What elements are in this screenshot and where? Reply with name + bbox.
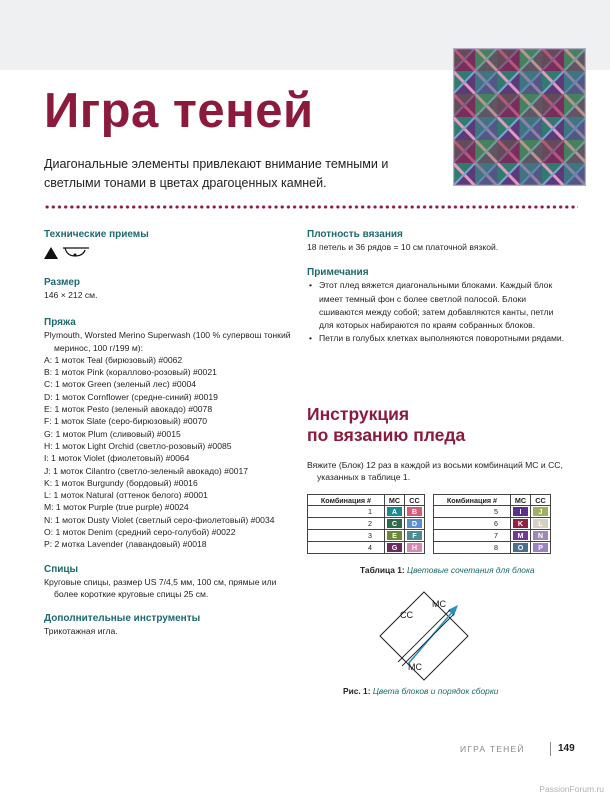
cc-swatch-letter: H bbox=[407, 543, 422, 552]
combination-number: 6 bbox=[434, 518, 511, 530]
page-title: Игра теней bbox=[44, 84, 314, 138]
table-row bbox=[434, 518, 551, 530]
right-column bbox=[307, 228, 569, 345]
footer-divider bbox=[550, 742, 551, 756]
mc-swatch-letter: C bbox=[387, 519, 402, 528]
mc-swatch bbox=[511, 506, 531, 518]
yarn-item: C: 1 моток Green (зеленый лес) #0004 bbox=[44, 379, 197, 390]
page-number: 149 bbox=[558, 743, 575, 754]
size-value: 146 × 212 см. bbox=[44, 290, 98, 300]
mc-swatch bbox=[385, 518, 405, 530]
triangle-icon bbox=[44, 247, 58, 259]
cc-swatch-letter: B bbox=[407, 507, 422, 516]
mc-swatch-letter: A bbox=[387, 507, 402, 516]
instructions-heading-line: Инструкция bbox=[307, 404, 410, 424]
table-row bbox=[434, 542, 551, 554]
yarn-item: A: 1 моток Teal (бирюзовый) #0062 bbox=[44, 354, 183, 365]
note-item: • Петли в голубых клетках выполняются поворотными рядами. bbox=[307, 332, 569, 345]
mc-swatch bbox=[385, 506, 405, 518]
cc-swatch-letter: N bbox=[533, 531, 548, 540]
table-row bbox=[308, 530, 425, 542]
tools-heading: Дополнительные инструменты bbox=[44, 613, 201, 625]
mc-swatch-letter: K bbox=[513, 519, 528, 528]
block-diagram bbox=[378, 590, 470, 682]
yarn-item: P: 2 мотка Lavender (лавандовый) #0018 bbox=[44, 539, 207, 550]
table-row bbox=[308, 542, 425, 554]
table-header-row bbox=[308, 495, 425, 506]
cc-swatch bbox=[531, 530, 551, 542]
cc-swatch bbox=[405, 506, 425, 518]
table-header: МС bbox=[385, 495, 405, 506]
yarn-item: N: 1 моток Dusty Violet (светлый серо-фиолетовый) #0034 bbox=[44, 514, 275, 525]
footer-section: ИГРА ТЕНЕЙ bbox=[460, 744, 525, 754]
table-header: Комбинация # bbox=[308, 495, 385, 506]
cc-swatch bbox=[531, 518, 551, 530]
technique-icons bbox=[44, 244, 294, 262]
needle-icon bbox=[61, 244, 91, 260]
yarn-item: K: 1 моток Burgundy (бордовый) #0016 bbox=[44, 477, 198, 488]
yarn-item: F: 1 моток Slate (серо-бирюзовый) #0070 bbox=[44, 416, 208, 427]
yarn-item: H: 1 моток Light Orchid (светло-розовый) #0085 bbox=[44, 440, 232, 451]
table-header: МС bbox=[511, 495, 531, 506]
table-caption-label: Таблица 1: bbox=[360, 565, 405, 575]
table-row bbox=[434, 530, 551, 542]
table-header: Комбинация # bbox=[434, 495, 511, 506]
mc-swatch-letter: M bbox=[513, 531, 528, 540]
mc-swatch-letter: E bbox=[387, 531, 402, 540]
mc-swatch bbox=[511, 542, 531, 554]
left-column bbox=[44, 228, 294, 638]
tools-value: Трикотажная игла. bbox=[44, 626, 118, 637]
watermark: PassionForum.ru bbox=[539, 784, 604, 794]
cc-swatch bbox=[531, 506, 551, 518]
combination-number: 8 bbox=[434, 542, 511, 554]
yarn-item: E: 1 моток Pesto (зеленый авокадо) #0078 bbox=[44, 404, 213, 415]
gauge-heading: Плотность вязания bbox=[307, 229, 403, 240]
cc-label: CC bbox=[400, 610, 413, 620]
combination-number: 1 bbox=[308, 506, 385, 518]
mc-swatch bbox=[385, 542, 405, 554]
cc-swatch-letter: J bbox=[533, 507, 548, 516]
cc-swatch bbox=[531, 542, 551, 554]
notes-heading: Примечания bbox=[307, 267, 369, 279]
mc-swatch bbox=[511, 530, 531, 542]
figure-caption bbox=[343, 686, 498, 696]
combination-number: 5 bbox=[434, 506, 511, 518]
mc-swatch-letter: O bbox=[513, 543, 528, 552]
mc-swatch-letter: G bbox=[387, 543, 402, 552]
needles-value: Круговые спицы, размер US 7/4,5 мм, 100 см, прямые или более короткие круговые спицы 25 см. bbox=[44, 576, 277, 599]
yarn-item: L: 1 моток Natural (оттенок белого) #0001 bbox=[44, 490, 208, 501]
cc-swatch-letter: P bbox=[533, 543, 548, 552]
mc-swatch-letter: I bbox=[513, 507, 528, 516]
mc-label-top: MC bbox=[432, 599, 446, 609]
table-row bbox=[308, 518, 425, 530]
yarn-item: J: 1 моток Cilantro (светло-зеленый авокадо) #0017 bbox=[44, 465, 249, 476]
table-header: СС bbox=[405, 495, 425, 506]
cc-swatch-letter: F bbox=[407, 531, 422, 540]
combination-number: 3 bbox=[308, 530, 385, 542]
combination-table-right bbox=[433, 494, 551, 554]
instructions-text: Вяжите (Блок) 12 раз в каждой из восьми комбинаций МС и СС, указанных в таблице 1. bbox=[307, 460, 563, 483]
yarn-item: M: 1 моток Purple (true purple) #0024 bbox=[44, 502, 189, 513]
yarn-list bbox=[44, 354, 294, 551]
size-heading: Размер bbox=[44, 277, 81, 288]
notes-list bbox=[307, 279, 569, 345]
yarn-heading: Пряжа bbox=[44, 317, 76, 329]
dotted-divider bbox=[44, 205, 578, 209]
note-item: • Этот плед вяжется диагональными блоками. Каждый блок имеет темный фон с более светлой полосой. Блоки сшиваются между собой; затем добавляются канты, петли для которых набираются по краям собранных блоков. bbox=[307, 279, 569, 332]
combination-number: 7 bbox=[434, 530, 511, 542]
yarn-item: G: 1 моток Plum (сливовый) #0015 bbox=[44, 428, 181, 439]
table-header: СС bbox=[531, 495, 551, 506]
techniques-heading: Технические приемы bbox=[44, 229, 149, 240]
yarn-item: B: 1 моток Pink (кораллово-розовый) #0021 bbox=[44, 367, 217, 378]
combination-table-left bbox=[307, 494, 425, 554]
yarn-item: O: 1 моток Denim (средний серо-голубой) #0022 bbox=[44, 527, 236, 538]
mc-swatch bbox=[385, 530, 405, 542]
combination-number: 4 bbox=[308, 542, 385, 554]
cc-swatch-letter: D bbox=[407, 519, 422, 528]
quilt-photo bbox=[453, 48, 586, 186]
figure-caption-label: Рис. 1: bbox=[343, 686, 371, 696]
cc-swatch bbox=[405, 530, 425, 542]
instructions-heading-line: по вязанию пледа bbox=[307, 425, 466, 445]
gauge-value: 18 петель и 36 рядов = 10 см платочной вязкой. bbox=[307, 242, 499, 252]
needles-heading: Спицы bbox=[44, 563, 79, 575]
page-subtitle: Диагональные элементы привлекают внимание темными и светлыми тонами в цветах драгоценных камней. bbox=[44, 157, 389, 190]
table-row bbox=[434, 506, 551, 518]
cc-swatch bbox=[405, 518, 425, 530]
yarn-intro: Plymouth, Worsted Merino Superwash (100 % супервош тонкий меринос, 100 г/199 м): bbox=[44, 330, 291, 353]
figure-caption-text: Цвета блоков и порядок сборки bbox=[372, 686, 499, 696]
mc-label-bottom: MC bbox=[408, 662, 422, 672]
cc-swatch bbox=[405, 542, 425, 554]
table-row bbox=[308, 506, 425, 518]
cc-swatch-letter: L bbox=[533, 519, 548, 528]
mc-swatch bbox=[511, 518, 531, 530]
table-caption bbox=[360, 565, 535, 575]
table-header-row bbox=[434, 495, 551, 506]
yarn-item: I: 1 моток Violet (фиолетовый) #0064 bbox=[44, 453, 190, 464]
yarn-item: D: 1 моток Cornflower (средне-синий) #0019 bbox=[44, 391, 218, 402]
table-caption-text: Цветовые сочетания для блока bbox=[407, 565, 535, 575]
instructions-heading bbox=[307, 404, 465, 446]
combination-number: 2 bbox=[308, 518, 385, 530]
